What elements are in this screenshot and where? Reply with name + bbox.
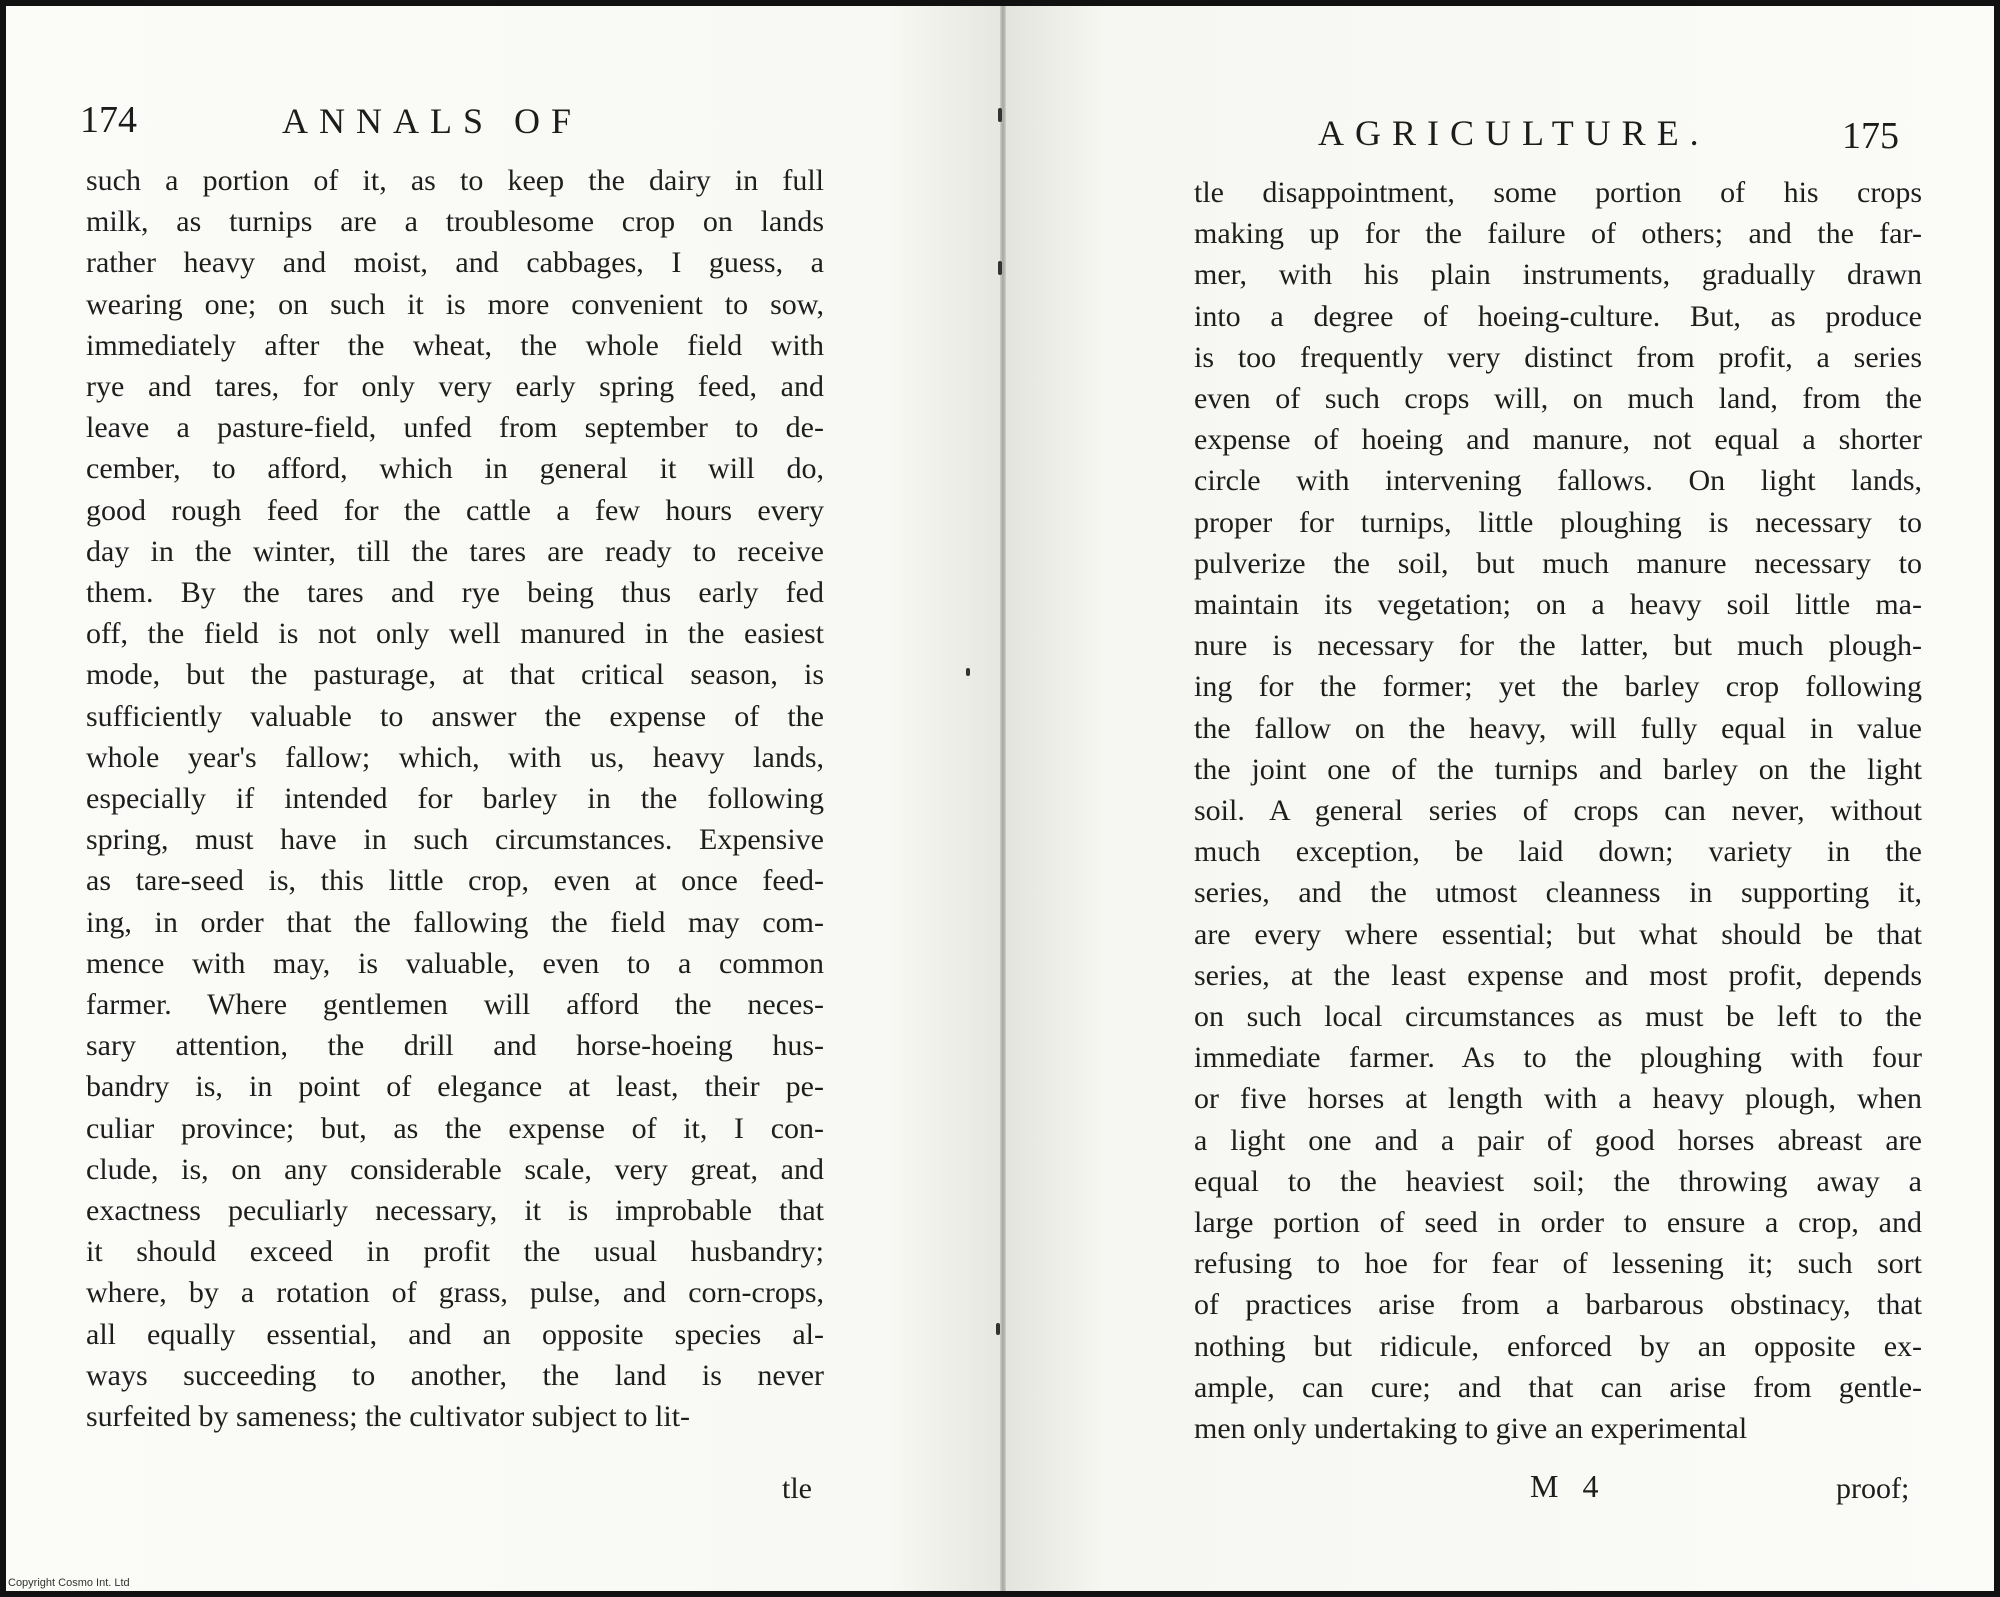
text-line: whole year's fallow; which, with us, heavy lands, xyxy=(86,740,824,774)
text-line: rather heavy and moist, and cabbages, I guess, a xyxy=(86,246,824,280)
text-line: a light one and a pair of good horses abreast are xyxy=(1194,1123,1922,1157)
text-line: men only undertaking to give an experimental xyxy=(1194,1412,1748,1446)
text-line: leave a pasture-field, unfed from september to de- xyxy=(86,411,824,445)
text-line: sufficiently valuable to answer the expense of the xyxy=(86,699,824,733)
text-line: making up for the failure of others; and the far- xyxy=(1194,217,1922,251)
text-line: maintain its vegetation; on a heavy soil little ma- xyxy=(1194,588,1922,622)
text-line: culiar province; but, as the expense of it, I con- xyxy=(86,1111,824,1145)
left-page-number: 174 xyxy=(80,99,137,141)
text-line: nothing but ridicule, enforced by an opposite ex- xyxy=(1194,1329,1922,1363)
text-line: pulverize the soil, but much manure necessary to xyxy=(1194,546,1922,580)
text-line: as tare-seed is, this little crop, even at once feed- xyxy=(86,864,824,898)
left-catchword: tle xyxy=(782,1472,812,1505)
text-line: all equally essential, and an opposite species al- xyxy=(86,1317,824,1351)
text-line: sary attention, the drill and horse-hoeing hus- xyxy=(86,1029,824,1063)
text-line: it should exceed in profit the usual husbandry; xyxy=(86,1235,824,1269)
text-line: exactness peculiarly necessary, it is improbable that xyxy=(86,1194,824,1228)
text-line: are every where essential; but what should be that xyxy=(1194,917,1922,951)
right-catchword: proof; xyxy=(1836,1472,1910,1505)
book-spread-frame xyxy=(6,6,1994,1591)
text-line: into a degree of hoeing-culture. But, as produce xyxy=(1194,299,1922,333)
text-line: nure is necessary for the latter, but much plough- xyxy=(1194,629,1922,663)
left-page xyxy=(6,6,1006,1591)
text-line: the joint one of the turnips and barley on the light xyxy=(1194,752,1922,786)
text-line: rye and tares, for only very early spring feed, and xyxy=(86,370,824,404)
text-line: mence with may, is valuable, even to a common xyxy=(86,946,824,980)
text-line: even of such crops will, on much land, from the xyxy=(1194,382,1922,416)
text-line: soil. A general series of crops can never, without xyxy=(1194,794,1922,828)
text-line: wearing one; on such it is more convenient to sow, xyxy=(86,287,824,321)
text-line: surfeited by sameness; the cultivator subject to lit- xyxy=(86,1400,691,1434)
text-line: off, the field is not only well manured in the easiest xyxy=(86,617,824,651)
text-line: ways succeeding to another, the land is never xyxy=(86,1358,824,1392)
right-page-number: 175 xyxy=(1842,115,1899,157)
text-line: expense of hoeing and manure, not equal a shorter xyxy=(1194,423,1922,457)
text-line: large portion of seed in order to ensure a crop, and xyxy=(1194,1206,1922,1240)
text-line: immediate farmer. As to the ploughing with four xyxy=(1194,1041,1922,1075)
text-line: ing for the former; yet the barley crop following xyxy=(1194,670,1922,704)
right-body-text xyxy=(1194,172,1922,1449)
binding-mark xyxy=(998,108,1002,122)
binding-mark xyxy=(998,261,1002,275)
left-running-title: ANNALS OF xyxy=(282,101,583,141)
right-page xyxy=(1006,6,1994,1591)
text-line: where, by a rotation of grass, pulse, and corn-crops, xyxy=(86,1276,824,1310)
text-line: mer, with his plain instruments, gradually drawn xyxy=(1194,258,1922,292)
copyright-notice: Copyright Cosmo Int. Ltd xyxy=(8,1577,130,1589)
text-line: equal to the heaviest soil; the throwing away a xyxy=(1194,1164,1922,1198)
text-line: ample, can cure; and that can arise from gentle- xyxy=(1194,1370,1922,1404)
text-line: bandry is, in point of elegance at least, their pe- xyxy=(86,1070,824,1104)
text-line: especially if intended for barley in the following xyxy=(86,782,824,816)
text-line: refusing to hoe for fear of lessening it; such sort xyxy=(1194,1247,1922,1281)
text-line: of practices arise from a barbarous obstinacy, that xyxy=(1194,1288,1922,1322)
text-line: such a portion of it, as to keep the dairy in full xyxy=(86,164,824,197)
binding-mark xyxy=(996,1323,1000,1335)
text-line: day in the winter, till the tares are ready to receive xyxy=(86,534,824,568)
text-line: good rough feed for the cattle a few hours every xyxy=(86,493,824,527)
text-line: milk, as turnips are a troublesome crop on lands xyxy=(86,205,824,239)
text-line: series, and the utmost cleanness in supporting it, xyxy=(1194,876,1922,910)
text-line: spring, must have in such circumstances. Expensive xyxy=(86,823,824,857)
text-line: is too frequently very distinct from profit, a series xyxy=(1194,340,1922,374)
left-body-text xyxy=(86,160,824,1437)
signature-mark: M 4 xyxy=(1530,1468,1607,1504)
text-line: them. By the tares and rye being thus early fed xyxy=(86,576,824,610)
print-speck xyxy=(966,668,970,676)
text-line: ing, in order that the fallowing the field may com- xyxy=(86,905,824,939)
text-line: mode, but the pasturage, at that critical season, is xyxy=(86,658,824,692)
text-line: tle disappointment, some portion of his crops xyxy=(1194,176,1922,209)
text-line: the fallow on the heavy, will fully equal in value xyxy=(1194,711,1922,745)
text-line: circle with intervening fallows. On light lands, xyxy=(1194,464,1922,498)
right-running-title: AGRICULTURE. xyxy=(1318,113,1710,153)
text-line: farmer. Where gentlemen will afford the neces- xyxy=(86,988,824,1022)
text-line: series, at the least expense and most profit, depends xyxy=(1194,958,1922,992)
text-line: clude, is, on any considerable scale, very great, and xyxy=(86,1152,824,1186)
text-line: immediately after the wheat, the whole field with xyxy=(86,328,824,362)
text-line: on such local circumstances as must be left to the xyxy=(1194,1000,1922,1034)
text-line: cember, to afford, which in general it will do, xyxy=(86,452,824,486)
text-line: or five horses at length with a heavy plough, when xyxy=(1194,1082,1922,1116)
text-line: much exception, be laid down; variety in the xyxy=(1194,835,1922,869)
text-line: proper for turnips, little ploughing is necessary to xyxy=(1194,505,1922,539)
